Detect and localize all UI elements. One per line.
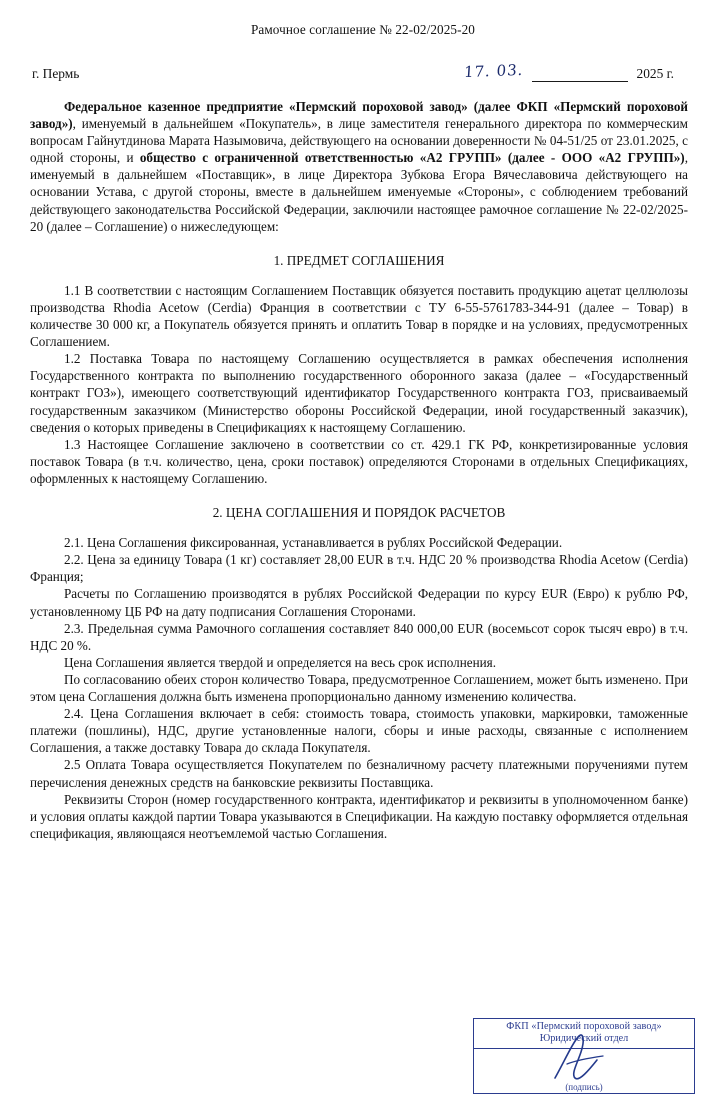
clause-2-2-note: Расчеты по Соглашению производятся в рублях Российской Федерации по курсу EUR (Евро) к рублю РФ, установленному ЦБ РФ на дату подписания Соглашения Сторонами. (30, 586, 688, 619)
stamp-line-1: ФКП «Пермский пороховой завод» (506, 1021, 662, 1032)
stamp-signature-label: (подпись) (565, 1082, 603, 1092)
clause-2-1: 2.1. Цена Соглашения фиксированная, устанавливается в рублях Российской Федерации. (64, 535, 563, 551)
clause-2-5-note: Реквизиты Сторон (номер государственного контракта, идентификатор и реквизиты в уполномоченном банке) и условия оплаты каждой партии Товара указываются в Спецификации. На каждую поставку оформляется отдельная спецификация, являющаяся неотъемлемой частью Соглашения. (30, 791, 688, 841)
page-title: Рамочное соглашение № 22-02/2025-20 (250, 22, 476, 37)
preamble-paragraph: Федеральное казенное предприятие «Пермский пороховой завод» (далее ФКП «Пермский пороховой завод»), именуемый в дальнейшем «Покупатель», в лице заместителя генерального директора по коммерческим вопросам Гайнутдинова Марата Назымовича, действующего на основании доверенности № 04-51/25 от 23.01.2025, с одной стороны, и общество с ограниченной ответственностью «А2 ГРУПП» (далее - ООО «А2 ГРУПП»), именуемый в дальнейшем «Поставщик», в лице Директора Зубкова Егора Вячеславовича действующего на основании Устава, с другой стороны, вместе в дальнейшем именуемые «Стороны», с соблюдением требований действующего законодательства Российской Федерации, заключили настоящее рамочное соглашение № 22-02/2025- 20 (далее – Соглашение) о нижеследующем: (30, 99, 688, 234)
handwritten-date: 17. 03. (463, 60, 525, 82)
clause-2-4: 2.4. Цена Соглашения включает в себя: стоимость товара, стоимость упаковки, маркировки, таможенные платежи (пошлины), НДС, другие установленные налоги, сборы и иные расходы, связанные с исполнением Соглашения, а также доставку Товара до склада Покупателя. (30, 706, 688, 756)
section-2-heading: 2. ЦЕНА СОГЛАШЕНИЯ И ПОРЯДОК РАСЧЕТОВ (212, 505, 506, 521)
city-label: г. Пермь (32, 66, 80, 81)
clause-1-2: 1.2 Поставка Товара по настоящему Соглашению осуществляется в рамках обеспечения исполнения Государственного контракта по выполнению государственного оборонного заказа (далее – «Государственный контракт ГОЗ»), имеющего соответствующий идентификатор Государственного контракта ГОЗ, присваиваемый государственным заказчиком (Министерство обороны Российской Федерации, иной государственный заказчик), сведения о которых приведены в Спецификациях к настоящему Соглашению. (30, 351, 688, 435)
clause-2-5: 2.5 Оплата Товара осуществляется Покупателем по безналичному расчету платежными поручениями путем перечисления денежных средств на банковские реквизиты Поставщика. (30, 757, 688, 790)
date-field (462, 60, 674, 82)
date-underline (532, 67, 628, 82)
clause-1-1: 1.1 В соответствии с настоящим Соглашением Поставщик обязуется поставить продукцию ацетат целлюлозы производства Rhodia Acetow (Cerdia) Франция в соответствии с ТУ 6-55-5761783-344-91 (далее – Товар) в количестве 30 000 кг, а Покупатель обязуется принять и оплатить Товар в порядке и на условиях, предусмотренных Соглашением. (30, 282, 688, 350)
clause-2-3-note-1: Цена Соглашения является твердой и определяется на весь срок исполнения. (64, 654, 496, 670)
section-1-heading: 1. ПРЕДМЕТ СОГЛАШЕНИЯ (273, 252, 445, 268)
clause-1-3: 1.3 Настоящее Соглашение заключено в соответствии со ст. 429.1 ГК РФ, конкретизированные условия поставок Товара (в т.ч. количество, цена, сроки поставок) определяются Сторонами в отдельных Спецификациях, оформленных к настоящему Соглашению. (30, 436, 688, 486)
clause-2-3: 2.3. Предельная сумма Рамочного соглашения составляет 840 000,00 EUR (восемьсот сорок тысяч евро) в т.ч. НДС 20 %. (30, 620, 688, 653)
clause-2-3-note-2: По согласованию обеих сторон количество Товара, предусмотренное Соглашением, может быть изменено. При этом цена Соглашения должна быть изменена пропорционально данному изменению количества. (30, 671, 688, 705)
handwritten-signature-icon (545, 1030, 615, 1086)
stamp-line-2: Юридический отдел (539, 1033, 629, 1044)
document-meta-row (32, 60, 674, 82)
document-body (30, 98, 688, 842)
year-label: 2025 г. (636, 66, 674, 81)
clause-2-2: 2.2. Цена за единицу Товара (1 кг) составляет 28,00 EUR в т.ч. НДС 20 % производства Rhodia Acetow (Cerdia) Франция; (30, 552, 688, 585)
document-page (0, 22, 720, 1103)
